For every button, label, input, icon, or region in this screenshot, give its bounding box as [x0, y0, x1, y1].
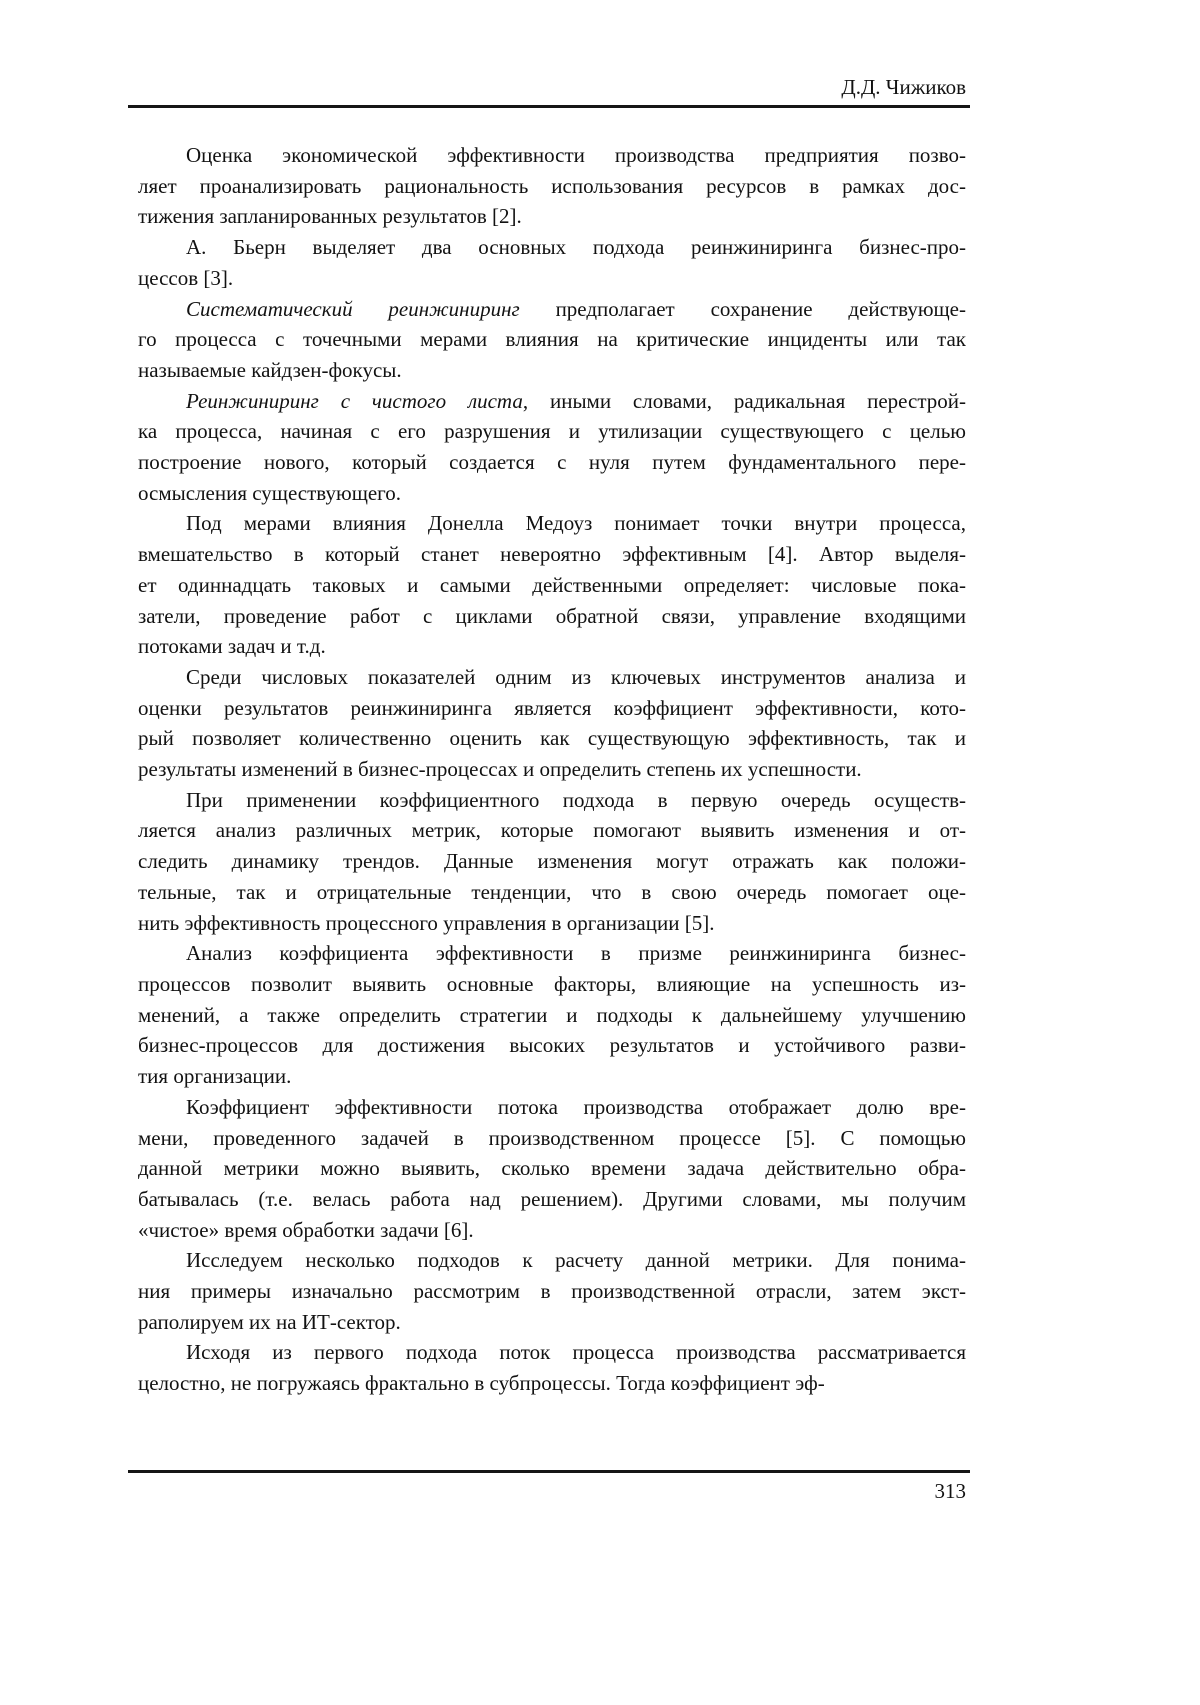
text-segment: затели, проведение работ с циклами обратной связи, управление входящими — [138, 603, 966, 628]
text-segment: ния примеры изначально рассмотрим в производственной отрасли, затем экст- — [138, 1279, 966, 1304]
text-line — [138, 386, 966, 417]
text-segment: рый позволяет количественно оценить как существующую эффективность, так и — [138, 726, 966, 751]
text-line — [138, 263, 966, 294]
text-segment: Исследуем несколько подходов к расчету данной метрики. Для понима- — [186, 1248, 966, 1273]
text-line — [138, 171, 966, 202]
text-line — [138, 1153, 966, 1184]
text-line — [138, 416, 966, 447]
text-line — [138, 294, 966, 325]
text-segment: называемые кайдзен-фокусы. — [138, 357, 402, 382]
text-segment: раполируем их на ИТ-сектор. — [138, 1309, 401, 1334]
text-line — [138, 938, 966, 969]
text-segment: потоками задач и т.д. — [138, 634, 326, 659]
text-line — [138, 662, 966, 693]
text-segment: ка процесса, начиная с его разрушения и утилизации существующего с целью — [138, 419, 966, 444]
text-line — [138, 447, 966, 478]
text-line — [138, 1276, 966, 1307]
text-line — [138, 201, 966, 232]
text-line — [138, 1000, 966, 1031]
text-segment: батывалась (т.е. велась работа над решением). Другими словами, мы получим — [138, 1186, 966, 1211]
text-segment: результаты изменений в бизнес-процессах и определить степень их успешности. — [138, 757, 862, 782]
text-segment: тельные, так и отрицательные тенденции, что в свою очередь помогает оце- — [138, 879, 966, 904]
text-line — [138, 539, 966, 570]
page-number: 313 — [934, 1479, 966, 1503]
text-line — [138, 754, 966, 785]
text-segment: Коэффициент эффективности потока производства отображает долю вре- — [186, 1094, 966, 1119]
text-line — [138, 693, 966, 724]
text-line — [138, 478, 966, 509]
text-line — [138, 815, 966, 846]
text-line — [138, 1061, 966, 1092]
paragraph — [138, 386, 966, 509]
text-segment: , иными словами, радикальная перестрой- — [522, 388, 966, 413]
text-segment: предполагает сохранение действующе- — [519, 296, 966, 321]
italic-text-segment: Реинжиниринг с чистого листа — [186, 388, 523, 413]
paragraph — [138, 294, 966, 386]
text-line — [138, 1123, 966, 1154]
text-segment: При применении коэффициентного подхода в первую очередь осуществ- — [186, 787, 966, 812]
text-line — [138, 570, 966, 601]
paragraph — [138, 1092, 966, 1246]
paragraph — [138, 508, 966, 662]
text-segment: данной метрики можно выявить, сколько времени задача действительно обра- — [138, 1156, 966, 1181]
text-line — [138, 1245, 966, 1276]
text-line — [138, 877, 966, 908]
text-segment: осмысления существующего. — [138, 480, 402, 505]
paragraph — [138, 662, 966, 785]
text-segment: нить эффективность процессного управления в организации [5]. — [138, 910, 715, 935]
text-segment: процессов позволит выявить основные факторы, влияющие на успешность из- — [138, 971, 966, 996]
text-segment: целостно, не погружаясь фрактально в субпроцессы. Тогда коэффициент эф- — [138, 1371, 825, 1396]
text-segment: вмешательство в который станет невероятно эффективным [4]. Автор выделя- — [138, 542, 966, 567]
text-segment: мени, проведенного задачей в производственном процессе [5]. С помощью — [138, 1125, 966, 1150]
paragraph — [138, 232, 966, 293]
text-segment: оценки результатов реинжиниринга является коэффициент эффективности, кото- — [138, 695, 966, 720]
text-line — [138, 355, 966, 386]
text-line — [138, 1368, 966, 1399]
text-line — [138, 1092, 966, 1123]
text-line — [138, 723, 966, 754]
text-line — [138, 140, 966, 171]
text-segment: тия организации. — [138, 1064, 292, 1089]
paragraph — [138, 785, 966, 939]
text-segment: Анализ коэффициента эффективности в призме реинжиниринга бизнес- — [186, 941, 966, 966]
text-segment: «чистое» время обработки задачи [6]. — [138, 1217, 474, 1242]
text-segment: построение нового, который создается с нуля путем фундаментального пере- — [138, 450, 966, 475]
text-segment: Исходя из первого подхода поток процесса производства рассматривается — [186, 1340, 966, 1365]
text-line — [138, 969, 966, 1000]
text-segment: менений, а также определить стратегии и подходы к дальнейшему улучшению — [138, 1002, 966, 1027]
text-line — [138, 601, 966, 632]
paragraph — [138, 1245, 966, 1337]
paragraph — [138, 140, 966, 232]
text-segment: А. Бьерн выделяет два основных подхода реинжиниринга бизнес-про- — [186, 235, 966, 260]
footer-rule — [128, 1470, 970, 1473]
text-line — [138, 324, 966, 355]
text-segment: цессов [3]. — [138, 265, 234, 290]
text-line — [138, 1030, 966, 1061]
running-title: Д.Д. Чижиков — [841, 75, 966, 99]
text-line — [138, 508, 966, 539]
paragraph — [138, 1337, 966, 1398]
text-line — [138, 232, 966, 263]
text-segment: го процесса с точечными мерами влияния на критические инциденты или так — [138, 327, 966, 352]
text-segment: ет одиннадцать таковых и самыми действенными определяет: числовые пока- — [138, 572, 966, 597]
text-line — [138, 1337, 966, 1368]
text-segment: ляет проанализировать рациональность использования ресурсов в рамках дос- — [138, 173, 966, 198]
italic-text-segment: Систематический реинжиниринг — [186, 296, 520, 321]
text-line — [138, 1307, 966, 1338]
text-line — [138, 908, 966, 939]
text-body — [138, 140, 966, 1399]
text-segment: Среди числовых показателей одним из ключевых инструментов анализа и — [186, 664, 966, 689]
paragraph — [138, 938, 966, 1092]
text-line — [138, 846, 966, 877]
text-line — [138, 785, 966, 816]
header-rule — [128, 105, 970, 108]
text-line — [138, 631, 966, 662]
text-segment: тижения запланированных результатов [2]. — [138, 204, 522, 229]
text-segment: бизнес-процессов для достижения высоких результатов и устойчивого разви- — [138, 1033, 966, 1058]
text-line — [138, 1215, 966, 1246]
text-segment: ляется анализ различных метрик, которые помогают выявить изменения и от- — [138, 818, 966, 843]
text-segment: следить динамику трендов. Данные изменения могут отражать как положи- — [138, 849, 966, 874]
text-line — [138, 1184, 966, 1215]
text-segment: Оценка экономической эффективности производства предприятия позво- — [186, 143, 966, 167]
text-segment: Под мерами влияния Донелла Медоуз понимает точки внутри процесса, — [186, 511, 966, 536]
